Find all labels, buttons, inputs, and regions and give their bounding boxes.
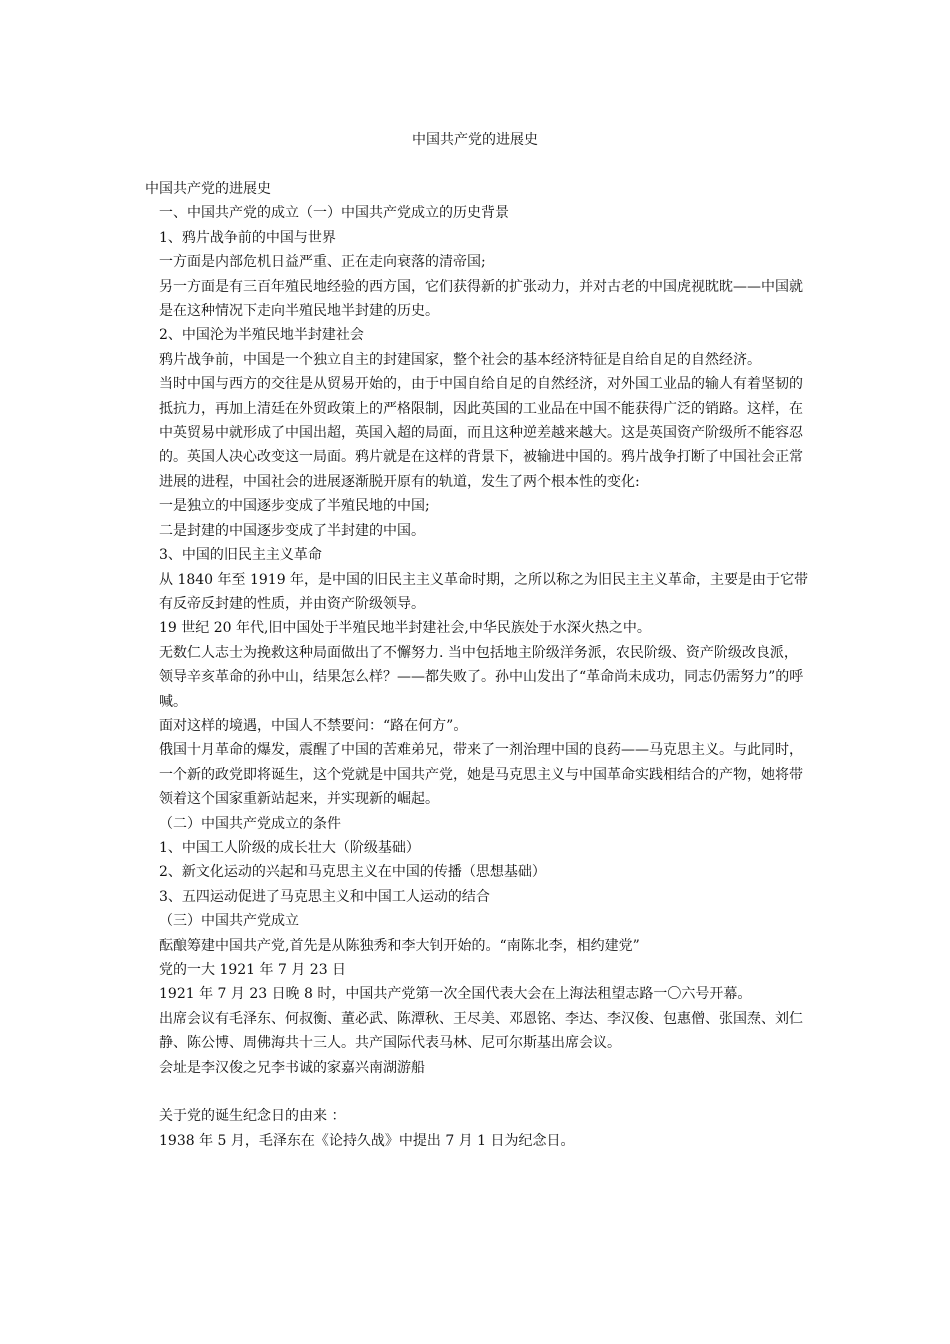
paragraph-line: 另一方面是有三百年殖民地经验的西方国，它们获得新的扩张动力，并对古老的中国虎视眈眈——中国就是在这种情况下走向半殖民地半封建的历史。 (159, 278, 803, 320)
blank-line (145, 1080, 809, 1104)
paragraph-line: 中国共产党的进展史 (145, 181, 271, 197)
paragraph-line: 2、中国沦为半殖民地半封建社会 (159, 327, 364, 344)
paragraph-line: （三）中国共产党成立 (159, 913, 299, 930)
document-title: 中国共产党的进展史 (412, 132, 538, 148)
paragraph-line: 无数仁人志士为挽救这种局面做出了不懈努力. 当中包括地主阶级洋务派，农民阶级、资产阶级改良派，领导辛亥革命的孙中山，结果怎么样？——都失败了。孙中山发出了“革命尚未成功，同志仍需努力”的呼喊。 (159, 644, 804, 710)
paragraph-line: 一方面是内部危机日益严重、正在走向衰落的清帝国; (159, 254, 486, 271)
paragraph-line: （二）中国共产党成立的条件 (159, 815, 341, 832)
paragraph-line: 关于党的诞生纪念日的由来 ： (159, 1108, 346, 1125)
paragraph-line: 面对这样的境遇，中国人不禁要问：“路在何方”。 (159, 717, 468, 734)
paragraph-line: 酝酿筹建中国共产党,首先是从陈独秀和李大钊开始的。“南陈北李，相约建党” (159, 937, 640, 954)
document-body (145, 177, 809, 1153)
paragraph-line: 从 1840 年至 1919 年，是中国的旧民主主义革命时期，之所以称之为旧民主主义革命，主要是由于它带有反帝反封建的性质，并由资产阶级领导。 (159, 571, 809, 612)
paragraph-line: 一是独立的中国逐步变成了半殖民地的中国; (159, 498, 430, 515)
paragraph-line: 1921 年 7 月 23 日晚 8 时，中国共产党第一次全国代表大会在上海法租望志路一〇六号开幕。 (159, 986, 752, 1003)
paragraph-line: 当时中国与西方的交往是从贸易开始的，由于中国自给自足的自然经济，对外国工业品的输人有着坚韧的抵抗力，再加上清廷在外贸政策上的严格限制，因此英国的工业品在中国不能获得广泛的销路。这样，在中英贸易中就形成了中国出超，英国入超的局面，而且这种逆差越来越大。这是英国资产阶级所不能容忍的。英国人决心改变这一局面。鸦片就是在这样的背景下，被输进中国的。鸦片战争打断了中国社会正常进展的进程，中国社会的进展逐渐脱开原有的轨道，发生了两个根本性的变化: (159, 376, 803, 490)
paragraph-line: 2、新文化运动的兴起和马克思主义在中国的传播（思想基础） (159, 864, 546, 881)
paragraph-line: 会址是李汉俊之兄李书诚的家嘉兴南湖游船 (159, 1059, 425, 1076)
paragraph-line: 19 世纪 20 年代,旧中国处于半殖民地半封建社会,中华民族处于水深火热之中。 (159, 620, 651, 637)
paragraph-line: 1、中国工人阶级的成长壮大（阶级基础） (159, 839, 420, 856)
paragraph-line: 1、鸦片战争前的中国与世界 (159, 229, 336, 246)
paragraph-line: 鸦片战争前，中国是一个独立自主的封建国家，整个社会的基本经济特征是自给自足的自然经济。 (159, 351, 761, 368)
paragraph-line: 二是封建的中国逐步变成了半封建的中国。 (159, 522, 425, 539)
paragraph-line: 1938 年 5 月，毛泽东在《论持久战》中提出 7 月 1 日为纪念日。 (159, 1132, 575, 1149)
paragraph-line: 一、中国共产党的成立（一）中国共产党成立的历史背景 (159, 205, 509, 222)
paragraph-line: 党的一大 1921 年 7 月 23 日 (159, 962, 347, 978)
paragraph-line: 3、中国的旧民主主义革命 (159, 547, 322, 564)
paragraph-line: 出席会议有毛泽东、何叔衡、董必武、陈潭秋、王尽美、邓恩铭、李达、李汉俊、包惠僧、张国焘、刘仁静、陈公博、周佛海共十三人。共产国际代表马林、尼可尔斯基出席会议。 (159, 1010, 803, 1052)
paragraph-line: 俄国十月革命的爆发，震醒了中国的苦难弟兄，带来了一剂治理中国的良药——马克思主义。与此同时，一个新的政党即将诞生，这个党就是中国共产党，她是马克思主义与中国革命实践相结合的产物，她将带领着这个国家重新站起来，并实现新的崛起。 (159, 742, 803, 808)
paragraph-line: 3、五四运动促进了马克思主义和中国工人运动的结合 (159, 888, 490, 905)
